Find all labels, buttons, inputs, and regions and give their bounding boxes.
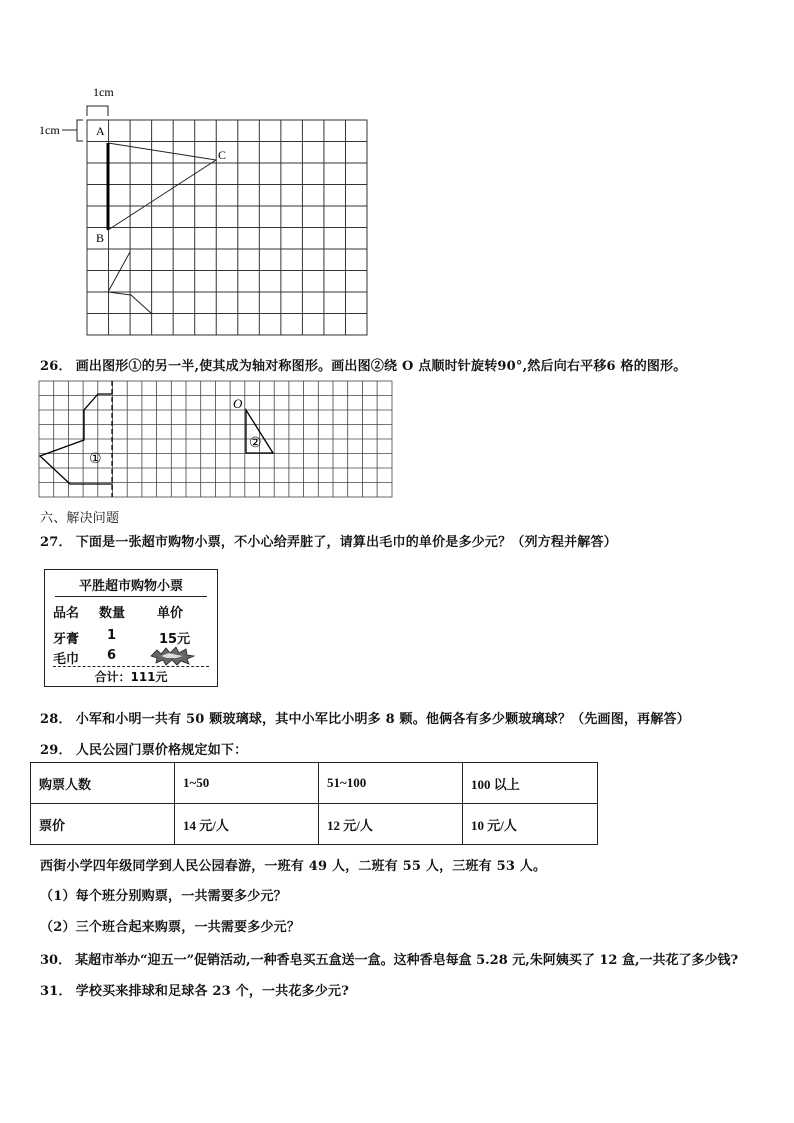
unit-top-bracket [87,106,108,116]
table-cell: 购票人数 [31,763,175,804]
q30-number: 30． [40,953,72,968]
q25-grid-figure [36,80,376,342]
label-o: O [233,396,243,411]
ticket-price-table [30,762,598,845]
receipt-header-price: 单价 [157,606,184,621]
q31-question [40,980,349,999]
q27-number: 27． [40,535,72,550]
table-cell: 100 以上 [463,763,598,804]
q30-question [40,949,738,968]
q31-number: 31． [40,984,72,999]
receipt-header-row [45,602,217,620]
receipt-title: 平胜超市购物小票 [78,579,183,594]
q30-text: 某超市举办“迎五一”促销活动,一种香皂买五盒送一盒。这种香皂每盒 5.28 元,朱阿姨买了 12 盒,一共花了多少钱? [75,953,739,968]
receipt-row: 牙膏 1 15元 [53,628,191,647]
q26-grid-figure [38,380,394,500]
label-a: A [96,124,105,138]
receipt-header-qty: 数量 [99,606,126,621]
table-cell: 1~50 [175,763,319,804]
q28-text: 小军和小明一共有 50 颗玻璃球，其中小军比小明多 8 颗。他俩各有多少颗玻璃球？（先画图，再解答） [75,712,690,727]
q29-sub-question-2: （2）三个班合起来购票，一共需要多少元？ [40,920,301,935]
table-cell: 票价 [31,804,175,845]
q26-text: 画出图形①的另一半,使其成为轴对称图形。画出图②绕 O 点顺时针旋转90°,然后向右平移6 格的图形。 [75,359,687,374]
table-row [31,763,598,804]
label-figure-2: ② [249,436,262,451]
q29-description: 西街小学四年级同学到人民公园春游，一班有 49 人，二班有 55 人，三班有 53 人。 [40,859,547,874]
table-cell: 10 元/人 [463,804,598,845]
label-figure-1: ① [89,452,102,467]
q28-question [40,708,690,727]
q29-number: 29． [40,743,72,758]
table-cell: 51~100 [319,763,463,804]
q27-question [40,531,617,550]
section-6-title: 六、解决问题 [40,511,120,526]
label-b: B [96,231,105,245]
receipt-header-name: 品名 [53,606,80,621]
q31-text: 学校买来排球和足球各 23 个，一共花多少元? [75,984,350,999]
receipt-total: 合计：111元 [94,670,168,684]
table-row [31,804,598,845]
q29-question [40,739,247,758]
smudge-stain [149,646,195,666]
q28-number: 28． [40,712,72,727]
shopping-receipt [44,569,218,687]
q27-text: 下面是一张超市购物小票，不小心给弄脏了，请算出毛巾的单价是多少元？（列方程并解答） [75,535,617,550]
q26-number: 26． [40,359,72,374]
unit-top-label: 1cm [93,85,114,99]
unit-left-bracket [77,120,83,141]
q25-grid [87,120,367,335]
q26-grid [39,381,392,497]
q26-question [40,355,687,374]
receipt-row: 毛巾 6 [45,648,217,666]
unit-left-label: 1cm [39,123,60,137]
label-c: C [218,148,227,162]
q29-sub-question-1: （1）每个班分别购票，一共需要多少元？ [40,889,287,904]
q29-text: 人民公园门票价格规定如下： [75,743,248,758]
table-cell: 14 元/人 [175,804,319,845]
table-cell: 12 元/人 [319,804,463,845]
